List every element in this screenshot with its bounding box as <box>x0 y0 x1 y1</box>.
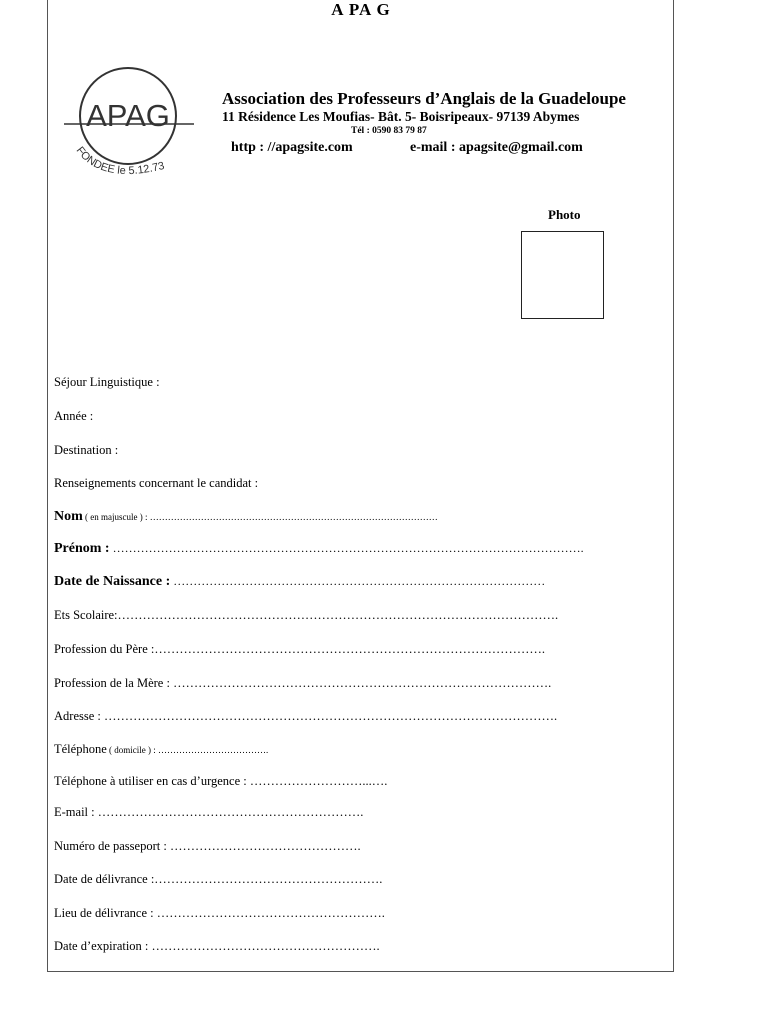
field-renseignements: Renseignements concernant le candidat : <box>54 476 259 490</box>
photo-label: Photo <box>548 207 581 222</box>
association-phone: Tél : 0590 83 79 87 <box>351 126 427 136</box>
association-website: http : //apagsite.com <box>231 140 353 155</box>
nom-label: Nom <box>54 509 83 524</box>
field-telephone[interactable] <box>54 742 268 757</box>
field-telephone-urgence[interactable]: Téléphone à utiliser en cas d’urgence : ………………………...…. <box>54 774 388 788</box>
telephone-dots: ………………………………. <box>158 745 269 755</box>
field-date-expiration[interactable]: Date d’expiration : ………………………………………………. <box>54 939 380 953</box>
field-date-delivrance[interactable]: Date de délivrance :………………………………………………. <box>54 872 383 886</box>
field-date-naissance[interactable] <box>54 574 545 590</box>
field-lieu-delivrance[interactable]: Lieu de délivrance : ………………………………………………. <box>54 906 385 920</box>
field-annee: Année : <box>54 409 94 423</box>
nom-note: ( en majuscule ) : <box>82 512 150 522</box>
telephone-label: Téléphone <box>54 742 107 756</box>
association-email: e-mail : apagsite@gmail.com <box>410 140 583 155</box>
logo-founded-text: FONDEE le 5.12.73 <box>73 144 166 178</box>
logo-text: APAG <box>86 98 170 133</box>
field-profession-mere[interactable]: Profession de la Mère : ………………………………………………………………………………. <box>54 676 552 690</box>
prenom-dots: ………………………………………………………………………………………………………. <box>109 541 584 555</box>
field-nom[interactable] <box>54 509 438 525</box>
photo-box[interactable] <box>521 231 604 319</box>
field-email[interactable]: E-mail : ………………………………………………………. <box>54 805 364 819</box>
naissance-label: Date de Naissance : <box>54 574 171 589</box>
nom-dots: …………………………………………………………………………………… <box>149 512 438 522</box>
association-address: 11 Résidence Les Moufias- Bât. 5- Boisripeaux- 97139 Abymes <box>222 109 580 124</box>
naissance-dots: ………………………………………………………………………………… <box>170 574 546 588</box>
field-destination: Destination : <box>54 443 119 457</box>
field-ets-scolaire[interactable]: Ets Scolaire:……………………………………………………………………………………………. <box>54 608 559 622</box>
field-passeport[interactable]: Numéro de passeport : ………………………………………. <box>54 839 361 853</box>
telephone-note: ( domicile ) : <box>106 745 159 755</box>
apag-logo <box>62 58 197 196</box>
field-prenom[interactable] <box>54 541 584 557</box>
field-profession-pere[interactable]: Profession du Père :…………………………………………………………………………………. <box>54 642 545 656</box>
association-name: Association des Professeurs d’Anglais de la Guadeloupe <box>222 89 626 108</box>
field-adresse[interactable]: Adresse : ………………………………………………………………………………………………. <box>54 709 558 723</box>
prenom-label: Prénom : <box>54 541 110 556</box>
field-sejour: Séjour Linguistique : <box>54 375 160 389</box>
page-title: A PA G <box>331 0 391 19</box>
